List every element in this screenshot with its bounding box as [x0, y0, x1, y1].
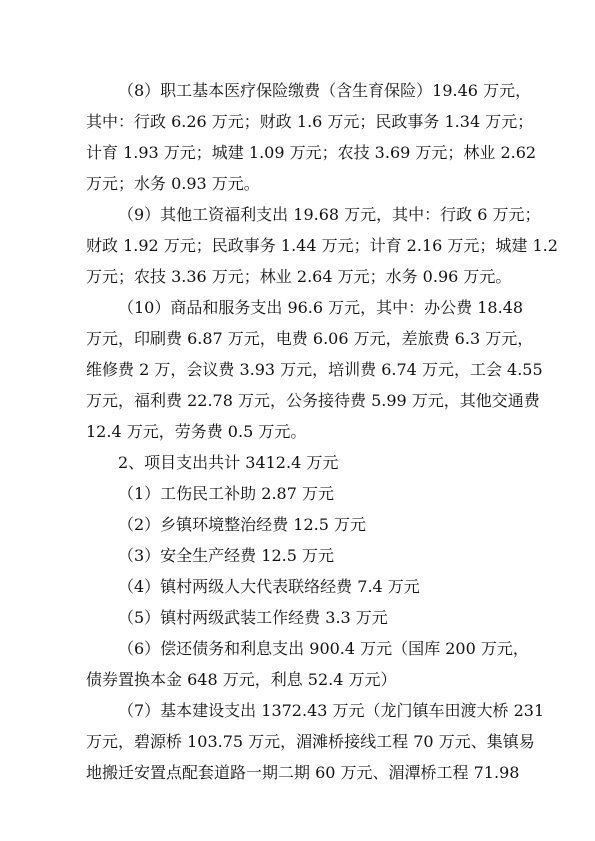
paragraph-line: 12.4 万元，劳务费 0.5 万元。: [86, 422, 307, 441]
list-item: （1）工伤民工补助 2.87 万元: [118, 484, 334, 503]
paragraph-line: 万元，福利费 22.78 万元，公务接待费 5.99 万元，其他交通费: [86, 391, 540, 410]
paragraph-line: （9）其他工资福利支出 19.68 万元，其中：行政 6 万元；: [118, 205, 541, 224]
paragraph-line: 万元，碧源桥 103.75 万元，湄滩桥接线工程 70 万元、集镇易: [86, 732, 535, 751]
list-item: （5）镇村两级武装工作经费 3.3 万元: [118, 608, 388, 627]
paragraph-line: （10）商品和服务支出 96.6 万元，其中：办公费 18.48: [118, 298, 524, 317]
paragraph-line: 维修费 2 万，会议费 3.93 万元，培训费 6.74 万元，工会 4.55: [86, 360, 543, 379]
paragraph-line: 债券置换本金 648 万元，利息 52.4 万元）: [86, 670, 397, 689]
list-item: （6）偿还债务和利息支出 900.4 万元（国库 200 万元，: [118, 639, 529, 658]
paragraph-line: 万元；水务 0.93 万元。: [86, 174, 260, 193]
paragraph-line: 万元；农技 3.36 万元；林业 2.64 万元；水务 0.96 万元。: [86, 267, 512, 286]
paragraph-line: 财政 1.92 万元；民政事务 1.44 万元；计育 2.16 万元；城建 1.2: [86, 236, 558, 255]
paragraph-line: 其中：行政 6.26 万元；财政 1.6 万元；民政事务 1.34 万元；: [86, 112, 534, 131]
paragraph-line: 地搬迁安置点配套道路一期二期 60 万元、湄潭桥工程 71.98: [86, 763, 520, 782]
list-item: （2）乡镇环境整治经费 12.5 万元: [118, 515, 366, 534]
paragraph-line: （8）职工基本医疗保险缴费（含生育保险）19.46 万元，: [118, 81, 532, 100]
list-item: （4）镇村两级人大代表联络经费 7.4 万元: [118, 577, 420, 596]
section-heading: 2、项目支出共计 3412.4 万元: [118, 453, 339, 472]
paragraph-line: 万元，印刷费 6.87 万元，电费 6.06 万元，差旅费 6.3 万元，: [86, 329, 534, 348]
list-item: （7）基本建设支出 1372.43 万元（龙门镇车田渡大桥 231: [118, 701, 545, 720]
paragraph-line: 计育 1.93 万元；城建 1.09 万元；农技 3.69 万元；林业 2.62: [86, 143, 537, 162]
list-item: （3）安全生产经费 12.5 万元: [118, 546, 334, 565]
